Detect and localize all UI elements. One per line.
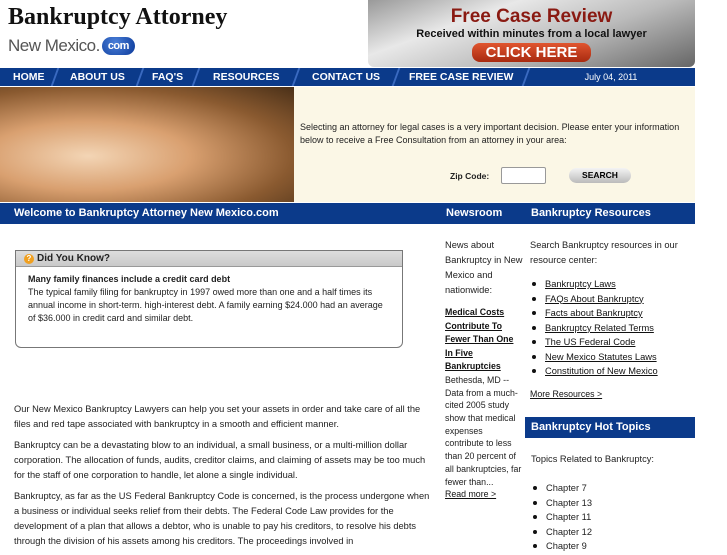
nav-label: RESOURCES	[212, 71, 280, 83]
list-item	[530, 292, 695, 307]
news-intro: News about Bankruptcy in New Mexico and nationwide:	[445, 240, 523, 295]
did-you-know-box	[15, 250, 403, 348]
list-item	[530, 335, 695, 350]
list-item[interactable]: Chapter 11	[531, 510, 696, 525]
current-date: July 04, 2011	[584, 72, 638, 82]
resources-intro: Search Bankruptcy resources in our resource center:	[530, 240, 678, 265]
site-logo-title[interactable]: Bankruptcy Attorney	[8, 4, 228, 30]
list-item[interactable]: Chapter 9	[531, 539, 696, 554]
banner-headline: Free Case Review	[450, 6, 613, 27]
main-nav	[0, 68, 695, 86]
list-item	[530, 350, 695, 365]
main-paragraph: Bankruptcy can be a devastating blow to an individual, a small business, or a multi-million dollar corporation. The allocation of funds, audits, creditor claims, and claiming of assets may be too much for the staff of one corporation to handle, let alone a single individual.	[14, 440, 426, 480]
resources-heading: Bankruptcy Resources	[531, 207, 651, 219]
resource-link[interactable]: New Mexico Statutes Laws	[545, 351, 657, 362]
list-item[interactable]: Chapter 13	[531, 496, 696, 511]
hot-topics-intro: Topics Related to Bankruptcy:	[531, 454, 654, 464]
newsroom-column	[445, 238, 523, 502]
newsroom-heading: Newsroom	[446, 207, 503, 219]
hot-topics-heading: Bankruptcy Hot Topics	[525, 417, 695, 438]
com-badge: com	[102, 37, 135, 55]
news-body: Bethesda, MD -- Data from a much-cited 2005 study show that medical expenses contribute to less than 20 percent of all bankruptcies, far fewer than...	[445, 374, 522, 487]
list-item	[530, 306, 695, 321]
nav-free-case-review[interactable]	[394, 68, 531, 86]
resources-list	[530, 277, 695, 379]
question-icon: ?	[24, 254, 34, 264]
main-paragraph: Our New Mexico Bankruptcy Lawyers can help you set your assets in order and take care of all the files and red tape associated with bankruptcy in a smooth and efficient manner.	[14, 404, 421, 429]
resource-link[interactable]: Facts about Bankruptcy	[545, 308, 643, 318]
logo-subtitle-text: New Mexico.	[8, 36, 100, 55]
nav-label: FAQ'S	[152, 71, 184, 83]
nav-resources[interactable]	[194, 68, 301, 86]
search-button[interactable]: SEARCH	[569, 168, 631, 183]
click-here-button[interactable]: CLICK HERE	[472, 43, 592, 62]
zip-code-label: Zip Code:	[450, 171, 490, 181]
nav-label: CONTACT US	[311, 71, 381, 83]
list-item	[530, 321, 695, 336]
resources-column	[530, 238, 695, 402]
read-more-link[interactable]: Read more >	[445, 489, 497, 500]
hero-text: Selecting an attorney for legal cases is a very important decision. Please enter your information below to receive a Free Consultation from an attorney in your area:	[300, 122, 680, 145]
did-you-know-title: Did You Know?	[37, 253, 110, 264]
resource-link[interactable]: Bankruptcy Laws	[545, 279, 616, 289]
did-you-know-header	[16, 251, 402, 267]
list-item[interactable]: Chapter 7	[531, 481, 696, 496]
more-resources-link[interactable]: More Resources >	[530, 388, 603, 399]
nav-faqs[interactable]	[138, 68, 201, 86]
resource-link[interactable]: Constitution of New Mexico	[545, 366, 658, 376]
list-item	[530, 364, 695, 379]
free-case-review-banner[interactable]	[368, 0, 695, 67]
nav-label: FREE CASE REVIEW	[408, 71, 514, 83]
section-header-bar	[0, 203, 695, 224]
site-logo-subtitle[interactable]	[8, 36, 135, 56]
did-you-know-heading: Many family finances include a credit card debt	[28, 274, 231, 284]
nav-home[interactable]	[1, 68, 60, 86]
news-headline-link[interactable]: Medical Costs Contribute To Fewer Than One In Five Bankruptcies	[445, 307, 514, 372]
nav-label: HOME	[13, 71, 45, 83]
banner-subline: Received within minutes from a local lawyer	[416, 28, 647, 40]
nav-about-us[interactable]	[53, 68, 145, 86]
main-content	[14, 402, 434, 555]
resource-link[interactable]: FAQs About Bankruptcy	[545, 293, 644, 304]
welcome-heading: Welcome to Bankruptcy Attorney New Mexico.com	[14, 207, 279, 219]
nav-contact-us[interactable]	[294, 68, 401, 86]
hot-topics-list	[531, 481, 696, 554]
hot-topics-column	[531, 452, 696, 554]
nav-label: ABOUT US	[70, 71, 125, 83]
list-item[interactable]: Chapter 12	[531, 525, 696, 540]
did-you-know-text: The typical family filing for bankruptcy in 1997 owed more than one and a half times its annual income in short-term. high-interest debt. A family earning $24.000 had an average of $36.000 in credit card and similar debt.	[28, 287, 383, 323]
zip-search-panel	[294, 87, 695, 202]
hero-image-hand-with-coins	[0, 87, 294, 202]
resource-link[interactable]: Bankruptcy Related Terms	[545, 322, 654, 333]
list-item	[530, 277, 695, 292]
zip-code-input[interactable]	[501, 167, 546, 184]
main-paragraph: Bankruptcy, as far as the US Federal Bankruptcy Code is concerned, is the process undergone when a business or individual seeks relief from their debts. The Federal Code Law provides for the development of a plan that allows a debtor, who is unable to pay his creditors, to resolve his debts through the division of his assets among his creditors. The proceedings involved in	[14, 491, 430, 546]
resource-link[interactable]: The US Federal Code	[545, 337, 636, 347]
